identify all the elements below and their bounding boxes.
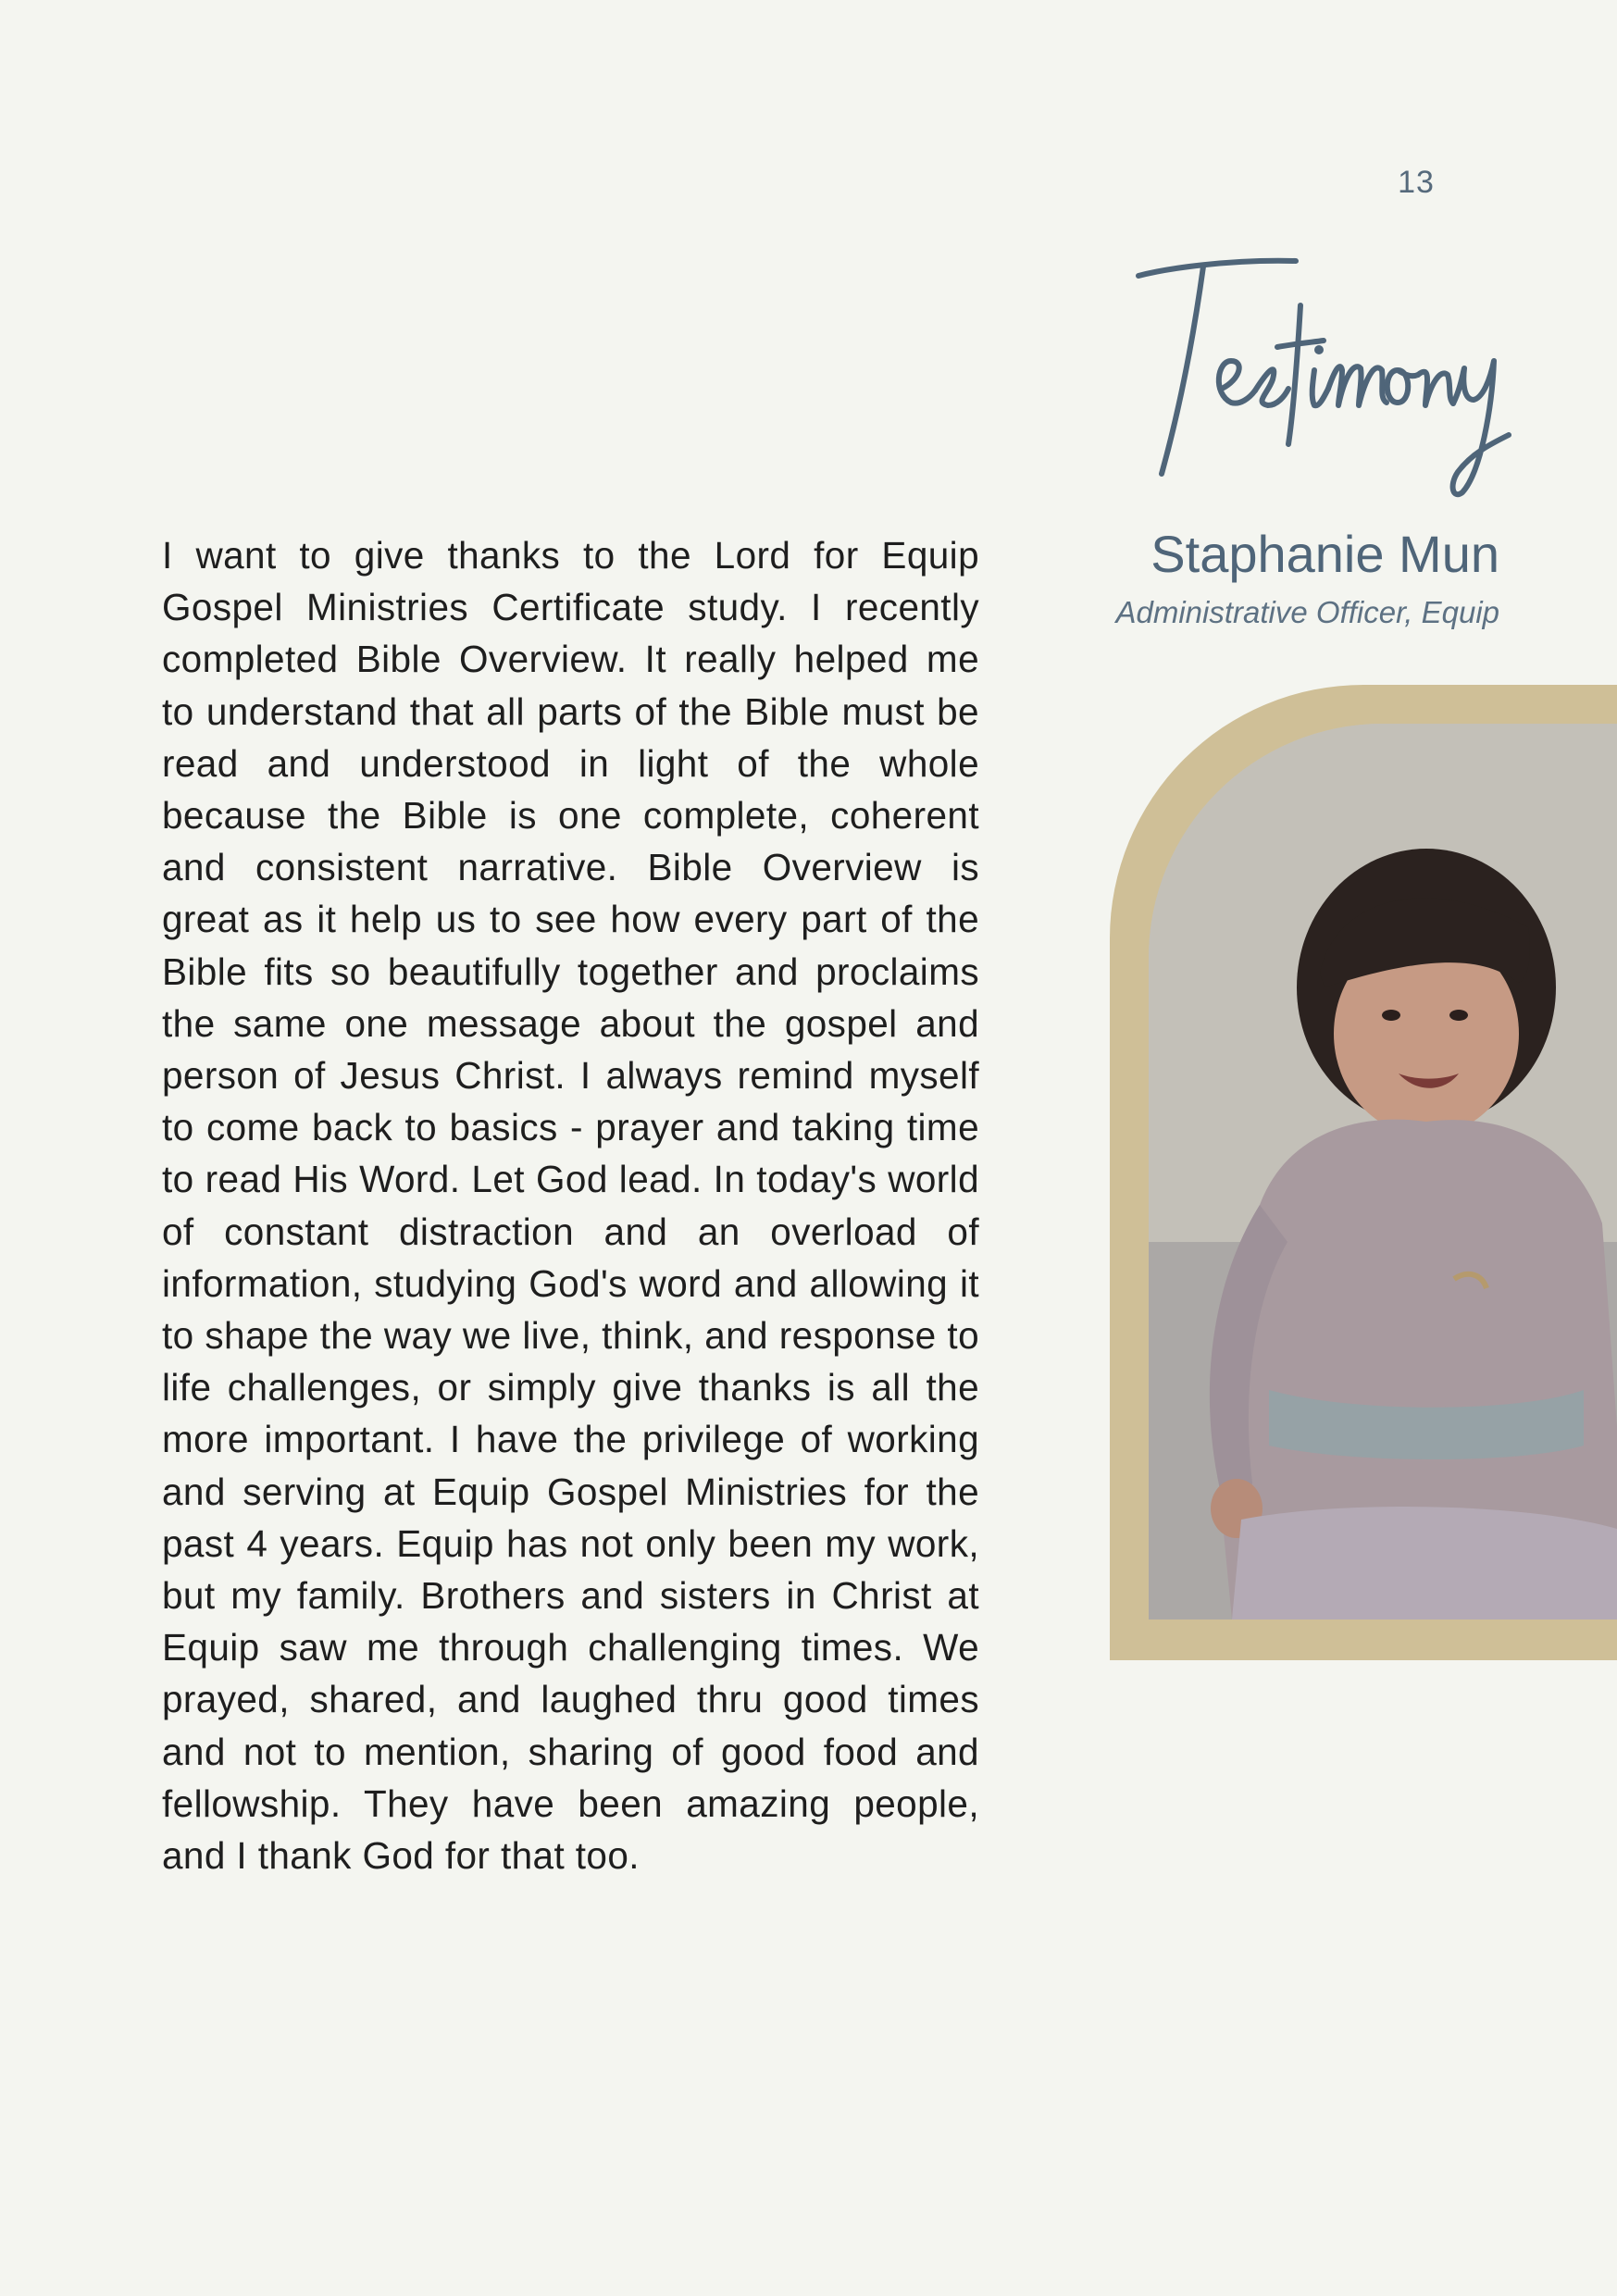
testimony-heading <box>1092 231 1518 509</box>
photo-arch-frame <box>1110 685 1617 1660</box>
author-role: Administrative Officer, Equip <box>1115 595 1499 629</box>
testimony-script-lettering <box>1092 231 1518 509</box>
childhood-photo <box>1149 724 1617 1620</box>
testimony-body-text: I want to give thanks to the Lord for Equip Gospel Ministries Certificate study. I recently completed Bible Overview. It really helped me to understand that all parts of the Bible must be read and understood in light of the whole because the Bible is one complete, coherent and consistent narrative. Bible Overview is great as it help us to see how every part of the Bible fits so beautifully together and proclaims the same one message about the gospel and person of Jesus Christ. I always remind myself to come back to basics - prayer and taking time to read His Word. Let God lead. In today's world of constant distraction and an overload of information, studying God's word and allowing it to shape the way we live, think, and response to life challenges, or simply give thanks is all the more important. I have the privilege of working and serving at Equip Gospel Ministries for the past 4 years. Equip has not only been my work, but my family. Brothers and sisters in Christ at Equip saw me through challenging times. We prayed, shared, and laughed thru good times and not to mention, sharing of good food and fellowship. They have been amazing people, and I thank God for that too. <box>162 534 979 1878</box>
page-number: 13 <box>1398 165 1435 200</box>
child-portrait-illustration <box>1149 724 1617 1620</box>
author-name: Staphanie Mun <box>1151 525 1499 583</box>
